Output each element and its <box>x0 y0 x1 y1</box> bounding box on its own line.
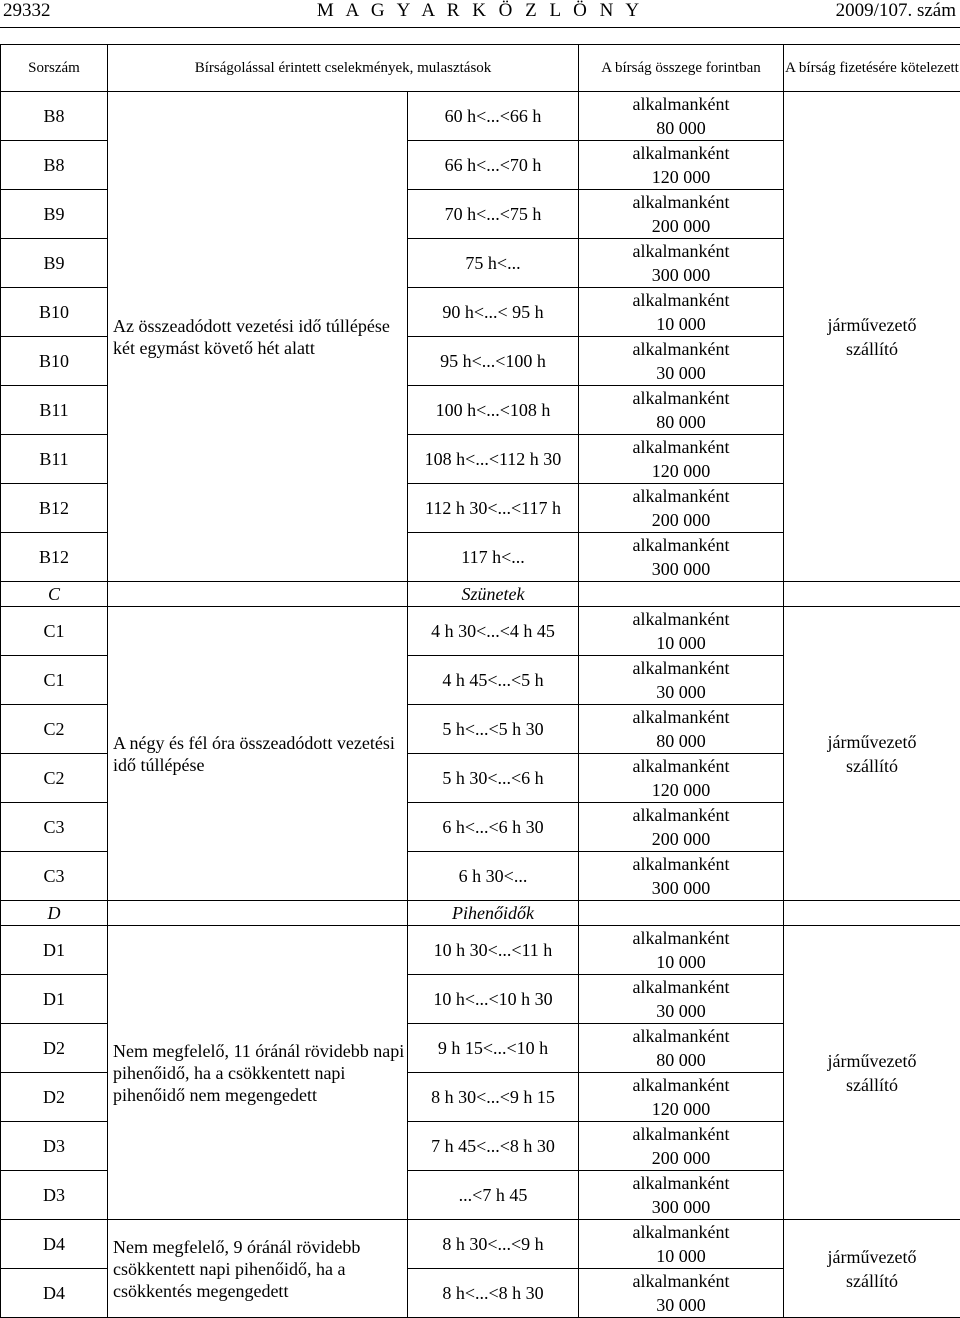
fine-amount <box>579 92 784 141</box>
fines-table-body <box>1 92 960 1318</box>
row-code: B10 <box>1 337 108 386</box>
time-range: 100 h<...<108 h <box>408 386 579 435</box>
row-code: D2 <box>1 1073 108 1122</box>
time-range: 10 h<...<10 h 30 <box>408 975 579 1024</box>
amount-label: alkalmanként <box>579 141 783 165</box>
section-code: C <box>1 582 108 607</box>
section-blank <box>108 582 408 607</box>
row-code: D4 <box>1 1220 108 1269</box>
row-code: D1 <box>1 975 108 1024</box>
time-range: 6 h 30<... <box>408 852 579 901</box>
violation-description: Nem megfelelő, 11 óránál rövidebb napi pihenőidő, ha a csökkentett napi pihenőidő nem megengedett <box>108 926 408 1220</box>
liable-party <box>784 1220 960 1318</box>
time-range: 60 h<...<66 h <box>408 92 579 141</box>
amount-label: alkalmanként <box>579 386 783 410</box>
section-blank <box>579 901 784 926</box>
fine-amount <box>579 288 784 337</box>
fine-amount <box>579 607 784 656</box>
time-range: 8 h 30<...<9 h <box>408 1220 579 1269</box>
publication-title: M A G Y A R K Ö Z L Ö N Y <box>0 0 960 22</box>
fine-amount <box>579 1269 784 1318</box>
time-range: 6 h<...<6 h 30 <box>408 803 579 852</box>
row-code: B9 <box>1 239 108 288</box>
amount-value: 30 000 <box>579 999 783 1023</box>
fine-amount <box>579 337 784 386</box>
fine-amount <box>579 1220 784 1269</box>
amount-label: alkalmanként <box>579 656 783 680</box>
amount-value: 120 000 <box>579 1097 783 1121</box>
fine-amount <box>579 754 784 803</box>
amount-label: alkalmanként <box>579 1269 783 1293</box>
time-range: 108 h<...<112 h 30 <box>408 435 579 484</box>
amount-value: 200 000 <box>579 508 783 532</box>
time-range: 4 h 30<...<4 h 45 <box>408 607 579 656</box>
col-header-action: Bírságolással érintett cselekmények, mulasztások <box>108 45 579 92</box>
section-code: D <box>1 901 108 926</box>
section-title: Pihenőidők <box>408 901 579 926</box>
issue-number: 2009/107. szám <box>836 0 956 22</box>
amount-label: alkalmanként <box>579 1122 783 1146</box>
amount-label: alkalmanként <box>579 533 783 557</box>
time-range: 9 h 15<...<10 h <box>408 1024 579 1073</box>
fine-amount <box>579 1122 784 1171</box>
liable-party-line: járművezető <box>784 313 960 337</box>
violation-description: A négy és fél óra összeadódott vezetési idő túllépése <box>108 607 408 901</box>
section-blank <box>784 582 960 607</box>
row-code: B12 <box>1 533 108 582</box>
amount-label: alkalmanként <box>579 852 783 876</box>
time-range: 90 h<...< 95 h <box>408 288 579 337</box>
amount-value: 200 000 <box>579 827 783 851</box>
row-code: D1 <box>1 926 108 975</box>
page-header <box>0 0 960 30</box>
liable-party-line: szállító <box>784 1269 960 1293</box>
amount-value: 30 000 <box>579 680 783 704</box>
amount-label: alkalmanként <box>579 705 783 729</box>
row-code: B8 <box>1 92 108 141</box>
row-code: D3 <box>1 1122 108 1171</box>
row-code: D3 <box>1 1171 108 1220</box>
amount-value: 200 000 <box>579 1146 783 1170</box>
fine-amount <box>579 533 784 582</box>
amount-label: alkalmanként <box>579 288 783 312</box>
row-code: C2 <box>1 754 108 803</box>
section-blank <box>108 901 408 926</box>
time-range: 7 h 45<...<8 h 30 <box>408 1122 579 1171</box>
amount-label: alkalmanként <box>579 607 783 631</box>
time-range: 4 h 45<...<5 h <box>408 656 579 705</box>
violation-description: Nem megfelelő, 9 óránál rövidebb csökkentett napi pihenőidő, ha a csökkentés megengedett <box>108 1220 408 1318</box>
amount-value: 300 000 <box>579 876 783 900</box>
amount-value: 30 000 <box>579 361 783 385</box>
fine-amount <box>579 239 784 288</box>
amount-label: alkalmanként <box>579 1073 783 1097</box>
time-range: 5 h 30<...<6 h <box>408 754 579 803</box>
amount-value: 120 000 <box>579 165 783 189</box>
row-code: C3 <box>1 852 108 901</box>
fine-amount <box>579 852 784 901</box>
amount-value: 120 000 <box>579 778 783 802</box>
row-code: C1 <box>1 607 108 656</box>
amount-label: alkalmanként <box>579 92 783 116</box>
amount-label: alkalmanként <box>579 190 783 214</box>
violation-description: Az összeadódott vezetési idő túllépése két egymást követő hét alatt <box>108 92 408 582</box>
amount-value: 10 000 <box>579 312 783 336</box>
liable-party-line: járművezető <box>784 1049 960 1073</box>
row-code: C3 <box>1 803 108 852</box>
fine-amount <box>579 386 784 435</box>
fine-amount <box>579 190 784 239</box>
row-code: B8 <box>1 141 108 190</box>
col-header-payer: A bírság fizetésére kötelezett <box>784 45 960 92</box>
amount-label: alkalmanként <box>579 1024 783 1048</box>
fine-amount <box>579 803 784 852</box>
section-blank <box>784 901 960 926</box>
amount-label: alkalmanként <box>579 754 783 778</box>
section-row <box>1 901 960 926</box>
time-range: 95 h<...<100 h <box>408 337 579 386</box>
time-range: 8 h<...<8 h 30 <box>408 1269 579 1318</box>
fine-amount <box>579 484 784 533</box>
row-code: C1 <box>1 656 108 705</box>
amount-value: 10 000 <box>579 1244 783 1268</box>
amount-value: 30 000 <box>579 1293 783 1317</box>
col-header-code: Sorszám <box>1 45 108 92</box>
col-header-amount: A bírság összege forintban <box>579 45 784 92</box>
row-code: D2 <box>1 1024 108 1073</box>
header-rule <box>0 27 960 28</box>
liable-party <box>784 926 960 1220</box>
page-number: 29332 <box>3 0 51 22</box>
amount-value: 300 000 <box>579 263 783 287</box>
amount-value: 80 000 <box>579 1048 783 1072</box>
amount-label: alkalmanként <box>579 975 783 999</box>
liable-party-line: járművezető <box>784 1245 960 1269</box>
row-code: B9 <box>1 190 108 239</box>
time-range: 8 h 30<...<9 h 15 <box>408 1073 579 1122</box>
amount-label: alkalmanként <box>579 1171 783 1195</box>
time-range: 117 h<... <box>408 533 579 582</box>
table-row <box>1 607 960 656</box>
fine-amount <box>579 1024 784 1073</box>
row-code: B11 <box>1 386 108 435</box>
liable-party <box>784 607 960 901</box>
amount-value: 80 000 <box>579 729 783 753</box>
amount-value: 120 000 <box>579 459 783 483</box>
amount-label: alkalmanként <box>579 803 783 827</box>
liable-party-line: szállító <box>784 754 960 778</box>
amount-value: 300 000 <box>579 1195 783 1219</box>
row-code: B12 <box>1 484 108 533</box>
time-range: 66 h<...<70 h <box>408 141 579 190</box>
fine-amount <box>579 656 784 705</box>
fine-amount <box>579 926 784 975</box>
time-range: 112 h 30<...<117 h <box>408 484 579 533</box>
time-range: 5 h<...<5 h 30 <box>408 705 579 754</box>
fine-amount <box>579 1171 784 1220</box>
amount-label: alkalmanként <box>579 337 783 361</box>
row-code: B10 <box>1 288 108 337</box>
time-range: 10 h 30<...<11 h <box>408 926 579 975</box>
amount-value: 10 000 <box>579 950 783 974</box>
amount-label: alkalmanként <box>579 484 783 508</box>
section-blank <box>579 582 784 607</box>
table-row <box>1 92 960 141</box>
amount-label: alkalmanként <box>579 239 783 263</box>
liable-party-line: szállító <box>784 1073 960 1097</box>
table-row <box>1 926 960 975</box>
liable-party-line: járművezető <box>784 730 960 754</box>
row-code: C2 <box>1 705 108 754</box>
liable-party <box>784 92 960 582</box>
time-range: ...<7 h 45 <box>408 1171 579 1220</box>
amount-label: alkalmanként <box>579 1220 783 1244</box>
time-range: 75 h<... <box>408 239 579 288</box>
table-row <box>1 1220 960 1269</box>
amount-label: alkalmanként <box>579 926 783 950</box>
section-title: Szünetek <box>408 582 579 607</box>
row-code: B11 <box>1 435 108 484</box>
section-row <box>1 582 960 607</box>
amount-label: alkalmanként <box>579 435 783 459</box>
fine-amount <box>579 435 784 484</box>
time-range: 70 h<...<75 h <box>408 190 579 239</box>
amount-value: 80 000 <box>579 116 783 140</box>
liable-party-line: szállító <box>784 337 960 361</box>
fine-amount <box>579 141 784 190</box>
amount-value: 200 000 <box>579 214 783 238</box>
amount-value: 10 000 <box>579 631 783 655</box>
fine-amount <box>579 975 784 1024</box>
fine-amount <box>579 1073 784 1122</box>
amount-value: 300 000 <box>579 557 783 581</box>
amount-value: 80 000 <box>579 410 783 434</box>
fines-table <box>0 44 960 1318</box>
fine-amount <box>579 705 784 754</box>
row-code: D4 <box>1 1269 108 1318</box>
